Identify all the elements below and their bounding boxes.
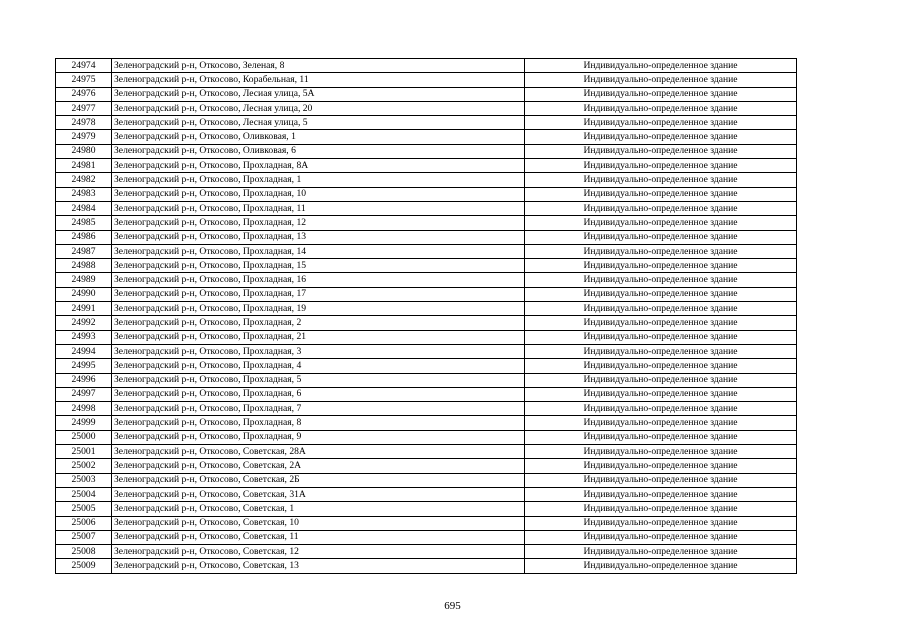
row-id-cell: 24974 bbox=[56, 59, 112, 73]
address-cell: Зеленоградский р-н, Откосово, Советская, 2А bbox=[112, 459, 525, 473]
address-cell: Зеленоградский р-н, Откосово, Прохладная, 9 bbox=[112, 430, 525, 444]
table-row bbox=[56, 273, 797, 287]
object-type-cell: Индивидуально-определенное здание bbox=[525, 487, 797, 501]
address-cell: Зеленоградский р-н, Откосово, Прохладная, 2 bbox=[112, 316, 525, 330]
address-cell: Зеленоградский р-н, Откосово, Прохладная, 15 bbox=[112, 259, 525, 273]
object-type-cell: Индивидуально-определенное здание bbox=[525, 173, 797, 187]
table-row bbox=[56, 416, 797, 430]
table-row bbox=[56, 173, 797, 187]
row-id-cell: 24986 bbox=[56, 230, 112, 244]
address-cell: Зеленоградский р-н, Откосово, Оливковая, 6 bbox=[112, 144, 525, 158]
table-row bbox=[56, 516, 797, 530]
object-type-cell: Индивидуально-определенное здание bbox=[525, 359, 797, 373]
row-id-cell: 24982 bbox=[56, 173, 112, 187]
table-row bbox=[56, 330, 797, 344]
address-cell: Зеленоградский р-н, Откосово, Прохладная, 21 bbox=[112, 330, 525, 344]
table-row bbox=[56, 344, 797, 358]
address-cell: Зеленоградский р-н, Откосово, Советская, 1 bbox=[112, 502, 525, 516]
row-id-cell: 24990 bbox=[56, 287, 112, 301]
object-type-cell: Индивидуально-определенное здание bbox=[525, 59, 797, 73]
address-cell: Зеленоградский р-н, Откосово, Корабельная, 11 bbox=[112, 73, 525, 87]
row-id-cell: 25005 bbox=[56, 502, 112, 516]
row-id-cell: 24983 bbox=[56, 187, 112, 201]
address-cell: Зеленоградский р-н, Откосово, Прохладная, 6 bbox=[112, 387, 525, 401]
table-row bbox=[56, 430, 797, 444]
object-type-cell: Индивидуально-определенное здание bbox=[525, 373, 797, 387]
row-id-cell: 25008 bbox=[56, 545, 112, 559]
row-id-cell: 24996 bbox=[56, 373, 112, 387]
object-type-cell: Индивидуально-определенное здание bbox=[525, 130, 797, 144]
object-type-cell: Индивидуально-определенное здание bbox=[525, 559, 797, 573]
object-type-cell: Индивидуально-определенное здание bbox=[525, 287, 797, 301]
table-row bbox=[56, 101, 797, 115]
row-id-cell: 24980 bbox=[56, 144, 112, 158]
object-type-cell: Индивидуально-определенное здание bbox=[525, 144, 797, 158]
object-type-cell: Индивидуально-определенное здание bbox=[525, 516, 797, 530]
address-cell: Зеленоградский р-н, Откосово, Прохладная, 3 bbox=[112, 344, 525, 358]
row-id-cell: 24997 bbox=[56, 387, 112, 401]
row-id-cell: 25007 bbox=[56, 530, 112, 544]
row-id-cell: 24991 bbox=[56, 302, 112, 316]
address-cell: Зеленоградский р-н, Откосово, Прохладная, 4 bbox=[112, 359, 525, 373]
table-row bbox=[56, 502, 797, 516]
table-row bbox=[56, 130, 797, 144]
address-cell: Зеленоградский р-н, Откосово, Оливковая, 1 bbox=[112, 130, 525, 144]
row-id-cell: 24987 bbox=[56, 244, 112, 258]
property-registry-table bbox=[55, 58, 797, 574]
row-id-cell: 24977 bbox=[56, 101, 112, 115]
row-id-cell: 24999 bbox=[56, 416, 112, 430]
row-id-cell: 24994 bbox=[56, 344, 112, 358]
table-row bbox=[56, 287, 797, 301]
object-type-cell: Индивидуально-определенное здание bbox=[525, 259, 797, 273]
object-type-cell: Индивидуально-определенное здание bbox=[525, 273, 797, 287]
row-id-cell: 25000 bbox=[56, 430, 112, 444]
row-id-cell: 24981 bbox=[56, 159, 112, 173]
table-row bbox=[56, 159, 797, 173]
address-cell: Зеленоградский р-н, Откосово, Советская, 11 bbox=[112, 530, 525, 544]
address-cell: Зеленоградский р-н, Откосово, Прохладная, 5 bbox=[112, 373, 525, 387]
table-row bbox=[56, 230, 797, 244]
address-cell: Зеленоградский р-н, Откосово, Советская, 31А bbox=[112, 487, 525, 501]
table-row bbox=[56, 545, 797, 559]
row-id-cell: 24978 bbox=[56, 116, 112, 130]
address-cell: Зеленоградский р-н, Откосово, Прохладная, 11 bbox=[112, 201, 525, 215]
table-row bbox=[56, 201, 797, 215]
object-type-cell: Индивидуально-определенное здание bbox=[525, 344, 797, 358]
row-id-cell: 24992 bbox=[56, 316, 112, 330]
object-type-cell: Индивидуально-определенное здание bbox=[525, 330, 797, 344]
row-id-cell: 24979 bbox=[56, 130, 112, 144]
table-row bbox=[56, 316, 797, 330]
object-type-cell: Индивидуально-определенное здание bbox=[525, 459, 797, 473]
object-type-cell: Индивидуально-определенное здание bbox=[525, 545, 797, 559]
row-id-cell: 25001 bbox=[56, 445, 112, 459]
object-type-cell: Индивидуально-определенное здание bbox=[525, 430, 797, 444]
address-cell: Зеленоградский р-н, Откосово, Советская, 12 bbox=[112, 545, 525, 559]
table-row bbox=[56, 59, 797, 73]
table-row bbox=[56, 359, 797, 373]
table-row bbox=[56, 473, 797, 487]
row-id-cell: 24975 bbox=[56, 73, 112, 87]
table-row bbox=[56, 144, 797, 158]
page-number: 695 bbox=[444, 600, 461, 612]
object-type-cell: Индивидуально-определенное здание bbox=[525, 101, 797, 115]
object-type-cell: Индивидуально-определенное здание bbox=[525, 402, 797, 416]
address-cell: Зеленоградский р-н, Откосово, Прохладная, 8 bbox=[112, 416, 525, 430]
table-row bbox=[56, 244, 797, 258]
object-type-cell: Индивидуально-определенное здание bbox=[525, 116, 797, 130]
address-cell: Зеленоградский р-н, Откосово, Прохладная, 14 bbox=[112, 244, 525, 258]
table-row bbox=[56, 487, 797, 501]
object-type-cell: Индивидуально-определенное здание bbox=[525, 502, 797, 516]
registry-table-body bbox=[56, 59, 797, 574]
table-row bbox=[56, 373, 797, 387]
object-type-cell: Индивидуально-определенное здание bbox=[525, 316, 797, 330]
table-row bbox=[56, 116, 797, 130]
object-type-cell: Индивидуально-определенное здание bbox=[525, 244, 797, 258]
object-type-cell: Индивидуально-определенное здание bbox=[525, 302, 797, 316]
row-id-cell: 25002 bbox=[56, 459, 112, 473]
row-id-cell: 24988 bbox=[56, 259, 112, 273]
address-cell: Зеленоградский р-н, Откосово, Советская, 2Б bbox=[112, 473, 525, 487]
address-cell: Зеленоградский р-н, Откосово, Прохладная, 16 bbox=[112, 273, 525, 287]
address-cell: Зеленоградский р-н, Откосово, Советская, 28А bbox=[112, 445, 525, 459]
address-cell: Зеленоградский р-н, Откосово, Лесиая улица, 5А bbox=[112, 87, 525, 101]
table-row bbox=[56, 259, 797, 273]
object-type-cell: Индивидуально-определенное здание bbox=[525, 387, 797, 401]
row-id-cell: 25009 bbox=[56, 559, 112, 573]
address-cell: Зеленоградский р-н, Откосово, Прохладная, 1 bbox=[112, 173, 525, 187]
address-cell: Зеленоградский р-н, Откосово, Прохладная, 17 bbox=[112, 287, 525, 301]
address-cell: Зеленоградский р-н, Откосово, Советская, 13 bbox=[112, 559, 525, 573]
table-row bbox=[56, 530, 797, 544]
address-cell: Зеленоградский р-н, Откосово, Зеленая, 8 bbox=[112, 59, 525, 73]
address-cell: Зеленоградский р-н, Откосово, Советская, 10 bbox=[112, 516, 525, 530]
table-row bbox=[56, 559, 797, 573]
row-id-cell: 24993 bbox=[56, 330, 112, 344]
row-id-cell: 24976 bbox=[56, 87, 112, 101]
row-id-cell: 25006 bbox=[56, 516, 112, 530]
table-row bbox=[56, 302, 797, 316]
object-type-cell: Индивидуально-определенное здание bbox=[525, 87, 797, 101]
object-type-cell: Индивидуально-определенное здание bbox=[525, 473, 797, 487]
table-row bbox=[56, 73, 797, 87]
address-cell: Зеленоградский р-н, Откосово, Прохладная, 8А bbox=[112, 159, 525, 173]
row-id-cell: 24989 bbox=[56, 273, 112, 287]
table-row bbox=[56, 87, 797, 101]
object-type-cell: Индивидуально-определенное здание bbox=[525, 216, 797, 230]
address-cell: Зеленоградский р-н, Откосово, Прохладная, 7 bbox=[112, 402, 525, 416]
address-cell: Зеленоградский р-н, Откосово, Прохладная, 19 bbox=[112, 302, 525, 316]
table-row bbox=[56, 216, 797, 230]
object-type-cell: Индивидуально-определенное здание bbox=[525, 187, 797, 201]
row-id-cell: 24995 bbox=[56, 359, 112, 373]
address-cell: Зеленоградский р-н, Откосово, Лесная улица, 5 bbox=[112, 116, 525, 130]
object-type-cell: Индивидуально-определенное здание bbox=[525, 201, 797, 215]
address-cell: Зеленоградский р-н, Откосово, Прохладная, 13 bbox=[112, 230, 525, 244]
object-type-cell: Индивидуально-определенное здание bbox=[525, 445, 797, 459]
table-row bbox=[56, 187, 797, 201]
table-row bbox=[56, 402, 797, 416]
object-type-cell: Индивидуально-определенное здание bbox=[525, 230, 797, 244]
address-cell: Зеленоградский р-н, Откосово, Прохладная, 10 bbox=[112, 187, 525, 201]
table-row bbox=[56, 445, 797, 459]
row-id-cell: 25003 bbox=[56, 473, 112, 487]
row-id-cell: 25004 bbox=[56, 487, 112, 501]
row-id-cell: 24998 bbox=[56, 402, 112, 416]
object-type-cell: Индивидуально-определенное здание bbox=[525, 416, 797, 430]
address-cell: Зеленоградский р-н, Откосово, Прохладная, 12 bbox=[112, 216, 525, 230]
address-cell: Зеленоградский р-н, Откосово, Лесная улица, 20 bbox=[112, 101, 525, 115]
row-id-cell: 24985 bbox=[56, 216, 112, 230]
table-row bbox=[56, 387, 797, 401]
object-type-cell: Индивидуально-определенное здание bbox=[525, 73, 797, 87]
object-type-cell: Индивидуально-определенное здание bbox=[525, 530, 797, 544]
object-type-cell: Индивидуально-определенное здание bbox=[525, 159, 797, 173]
row-id-cell: 24984 bbox=[56, 201, 112, 215]
table-row bbox=[56, 459, 797, 473]
